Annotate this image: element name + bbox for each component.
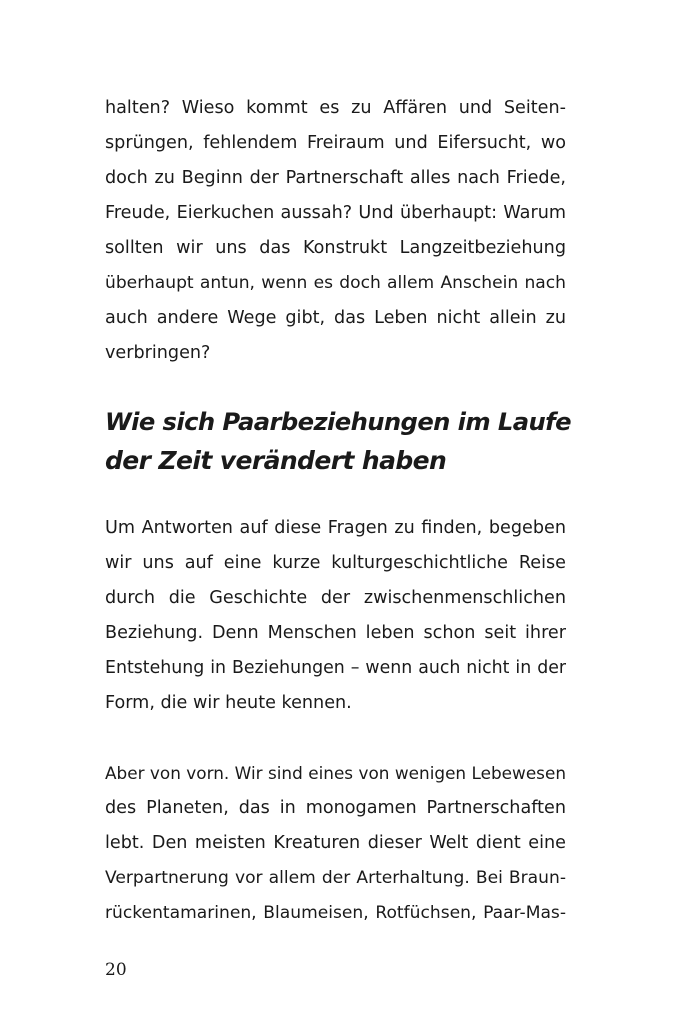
text-line: Form, die wir heute kennen. [105,693,352,713]
text-line: auch andere Wege gibt, das Leben nicht allein zu [105,308,566,328]
text-line: Verpartnerung vor allem der Arterhaltung. Bei Braun- [105,868,566,888]
text-line: rückentamarinen, Blaumeisen, Rotfüchsen, Paar-Mas- [105,903,566,923]
text-line: Um Antworten auf diese Fragen zu finden, begeben [105,518,566,538]
text-line: des Planeten, das in monogamen Partnerschaften [105,798,566,818]
heading-line: der Zeit verändert haben [105,446,447,475]
text-line: sollten wir uns das Konstrukt Langzeitbeziehung [105,238,566,258]
text-line: Beziehung. Denn Menschen leben schon seit ihrer [105,623,566,643]
text-line: doch zu Beginn der Partnerschaft alles nach Friede, [105,168,566,188]
text-line: überhaupt antun, wenn es doch allem Anschein nach [105,273,566,293]
paragraph-monogamy [105,756,566,931]
heading-line: Wie sich Paarbeziehungen im Laufe [105,407,571,436]
text-line: wir uns auf eine kurze kulturgeschichtliche Reise [105,553,566,573]
page-number: 20 [105,960,127,980]
section-heading [105,402,575,480]
text-line: Aber von vorn. Wir sind eines von wenigen Lebewesen [105,763,566,783]
text-line: durch die Geschichte der zwischenmenschlichen [105,588,566,608]
text-line: lebt. Den meisten Kreaturen dieser Welt dient eine [105,833,566,853]
text-line: Freude, Eierkuchen aussah? Und überhaupt: Warum [105,203,566,223]
paragraph-answers [105,511,566,721]
text-line: Entstehung in Beziehungen – wenn auch nicht in der [105,658,566,678]
text-line: sprüngen, fehlendem Freiraum und Eifersucht, wo [105,133,566,153]
text-line: halten? Wieso kommt es zu Affären und Seiten- [105,98,566,118]
text-line: verbringen? [105,343,211,363]
paragraph-intro-questions [105,91,566,371]
